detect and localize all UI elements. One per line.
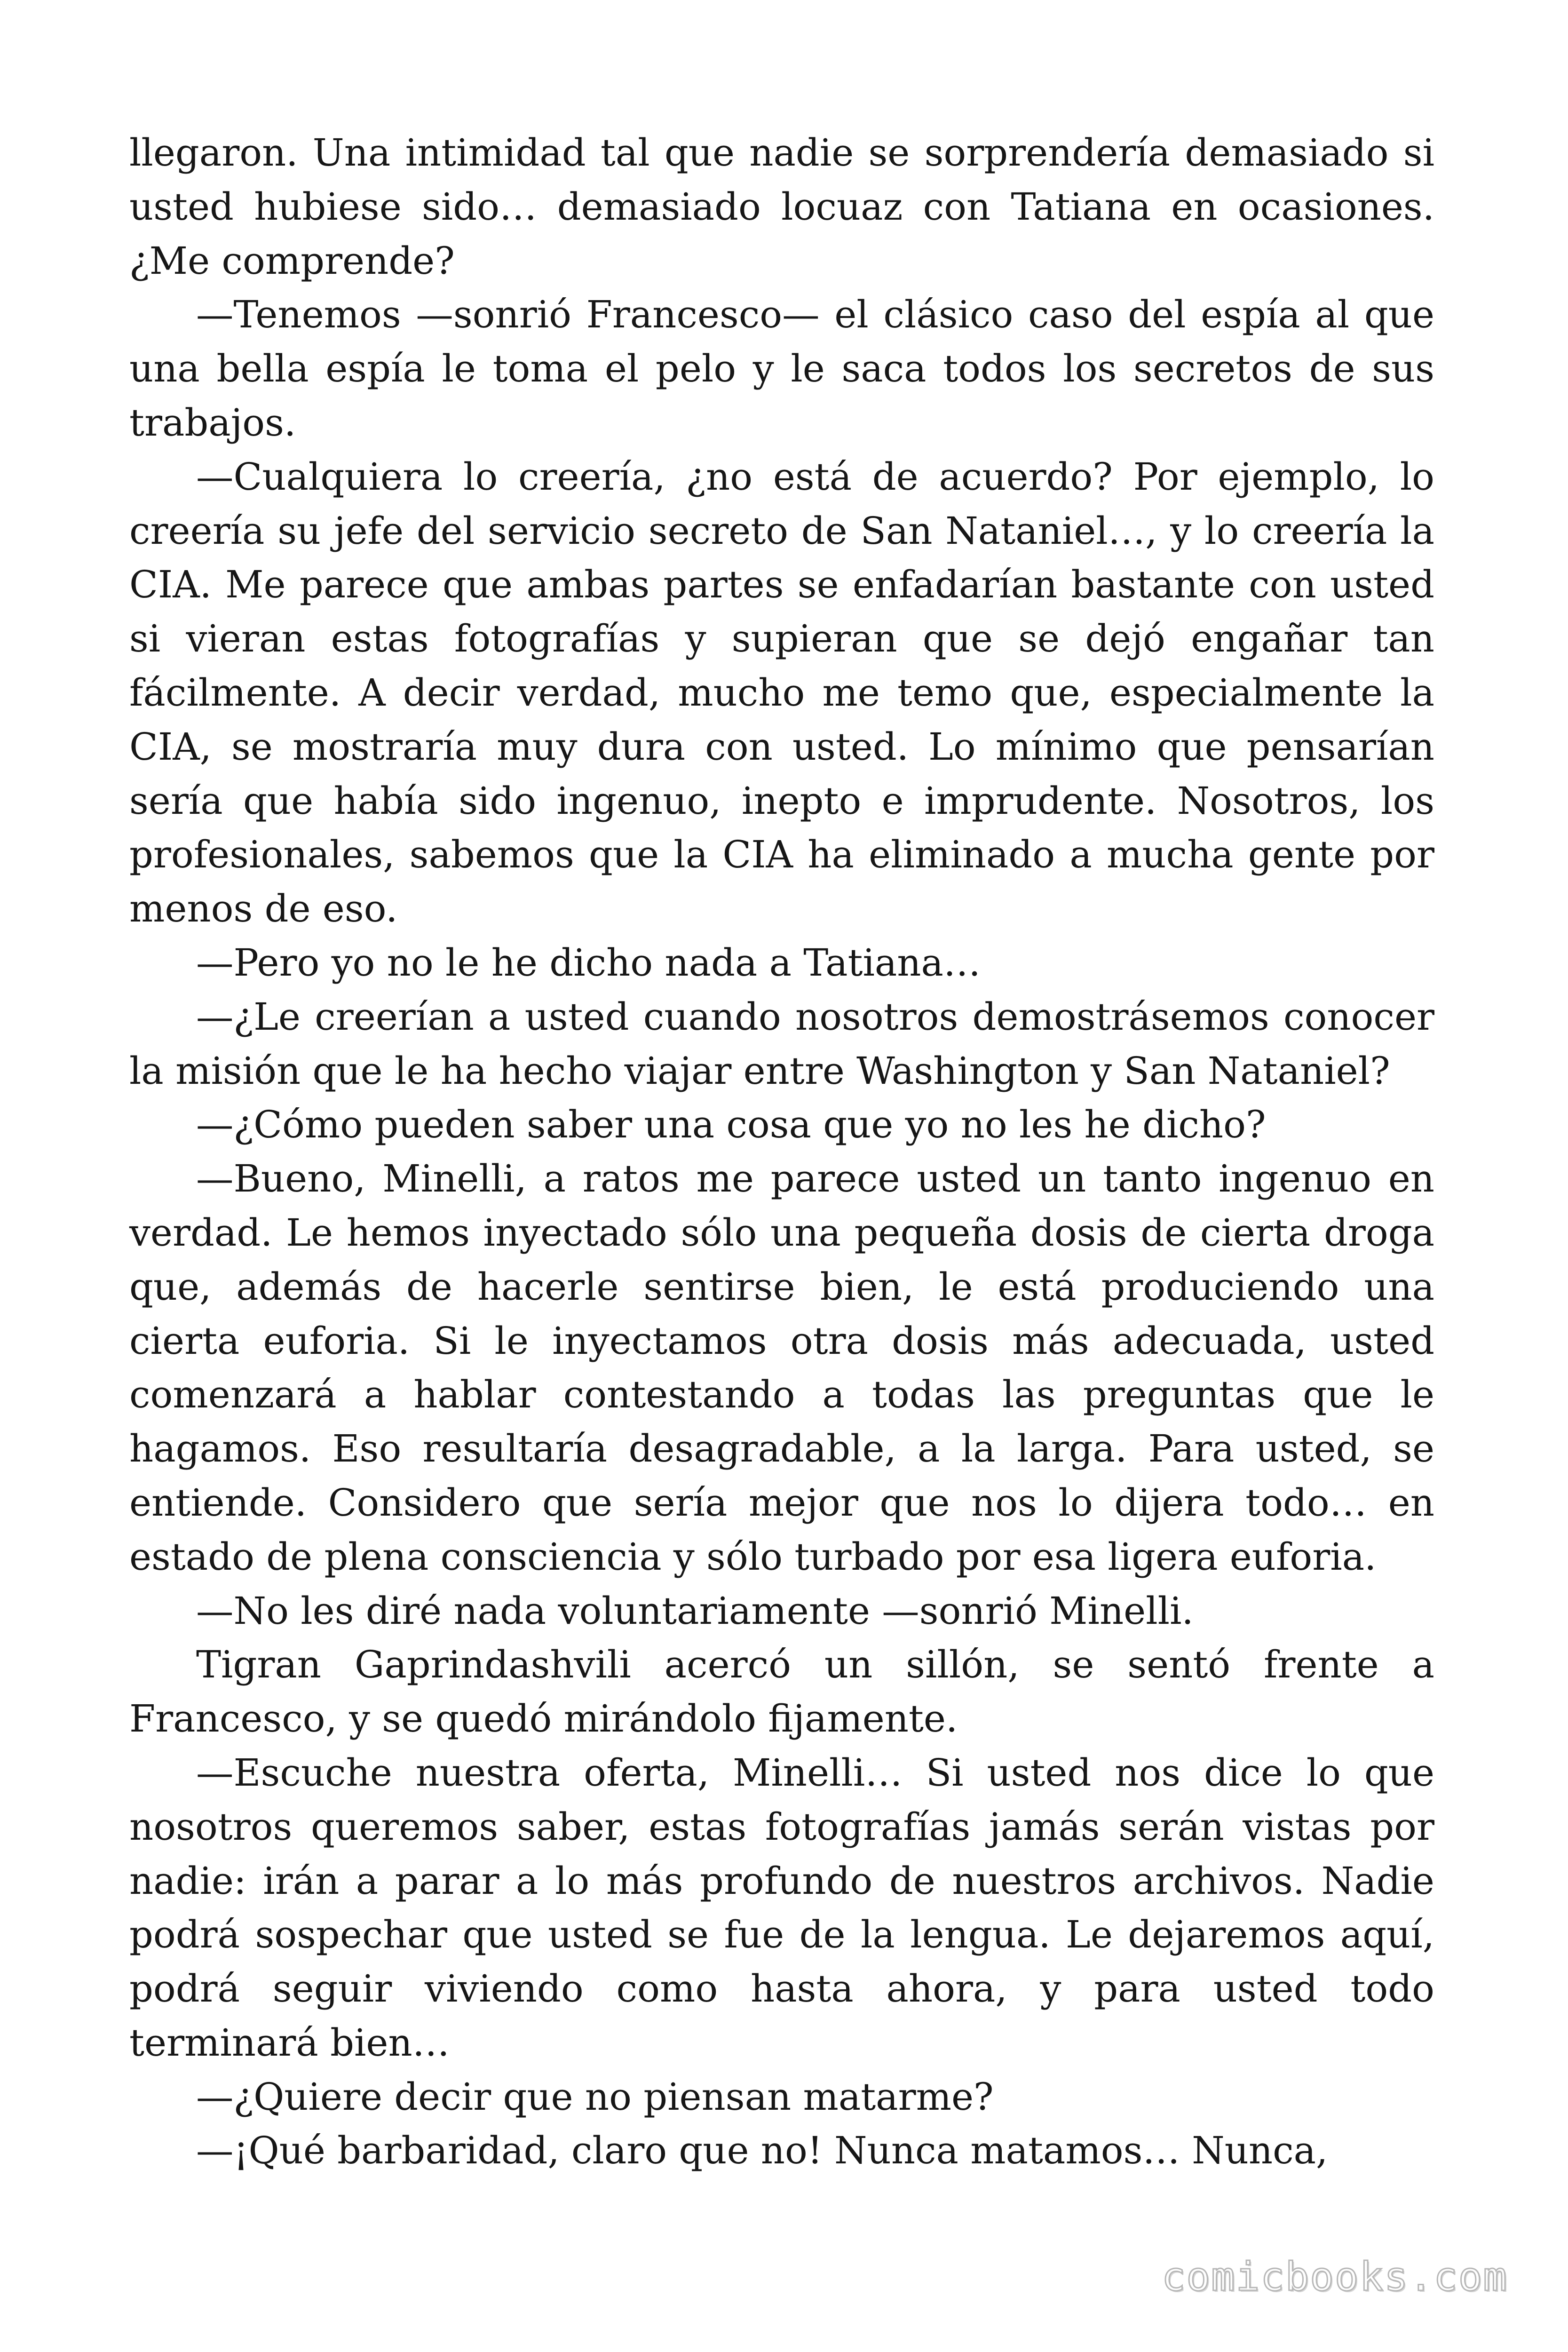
paragraph: —¿Le creerían a usted cuando nosotros demostrásemos conocer la misión que le ha hecho viajar entre Washington y San Nataniel? xyxy=(129,994,1434,1093)
paragraph: —Pero yo no le he dicho nada a Tatiana… xyxy=(196,940,981,985)
paragraph: —Escuche nuestra oferta, Minelli… Si usted nos dice lo que nosotros queremos saber, estas fotografías jamás serán vistas por nadie: irán a parar a lo más profundo de nuestros archivos. Nadie podrá sospechar que usted se fue de la lengua. Le dejaremos aquí, podrá seguir viviendo como hasta ahora, y para usted todo terminará bien… xyxy=(129,1750,1434,2065)
book-page-text xyxy=(129,126,1434,2178)
paragraph-continuation: llegaron. Una intimidad tal que nadie se sorprendería demasiado si usted hubiese sido… demasiado locuaz con Tatiana en ocasiones. ¿Me comprende? xyxy=(129,131,1434,283)
paragraph-last-line: —¡Qué barbaridad, claro que no! Nunca matamos… Nunca, xyxy=(196,2129,1328,2173)
paragraph: —No les diré nada voluntariamente —sonrió Minelli. xyxy=(196,1589,1194,1633)
paragraph: Tigran Gaprindashvili acercó un sillón, se sentó frente a Francesco, y se quedó mirándolo fijamente. xyxy=(129,1643,1434,1741)
paragraph: —Tenemos —sonrió Francesco— el clásico caso del espía al que una bella espía le toma el pelo y le saca todos los secretos de sus trabajos. xyxy=(129,293,1434,445)
paragraph: —¿Cómo pueden saber una cosa que yo no les he dicho? xyxy=(196,1103,1266,1147)
paragraph: —¿Quiere decir que no piensan matarme? xyxy=(196,2074,994,2119)
paragraph: —Bueno, Minelli, a ratos me parece usted un tanto ingenuo en verdad. Le hemos inyectado sólo una pequeña dosis de cierta droga que, además de hacerle sentirse bien, le está produciendo una cierta euforia. Si le inyectamos otra dosis más adecuada, usted comenzará a hablar contestando a todas las preguntas que le hagamos. Eso resultaría desagradable, a la larga. Para usted, se entiende. Considero que sería mejor que nos lo dijera todo… en estado de plena consciencia y sólo turbado por esa ligera euforia. xyxy=(129,1157,1434,1579)
paragraph: —Cualquiera lo creería, ¿no está de acuerdo? Por ejemplo, lo creería su jefe del servicio secreto de San Nataniel…, y lo creería la CIA. Me parece que ambas partes se enfadarían bastante con usted si vieran estas fotografías y supieran que se dejó engañar tan fácilmente. A decir verdad, mucho me temo que, especialmente la CIA, se mostraría muy dura con usted. Lo mínimo que pensarían sería que había sido ingenuo, inepto e imprudente. Nosotros, los profesionales, sabemos que la CIA ha eliminado a mucha gente por menos de eso. xyxy=(129,454,1434,931)
watermark: comicbooks.com xyxy=(1161,2254,1508,2300)
